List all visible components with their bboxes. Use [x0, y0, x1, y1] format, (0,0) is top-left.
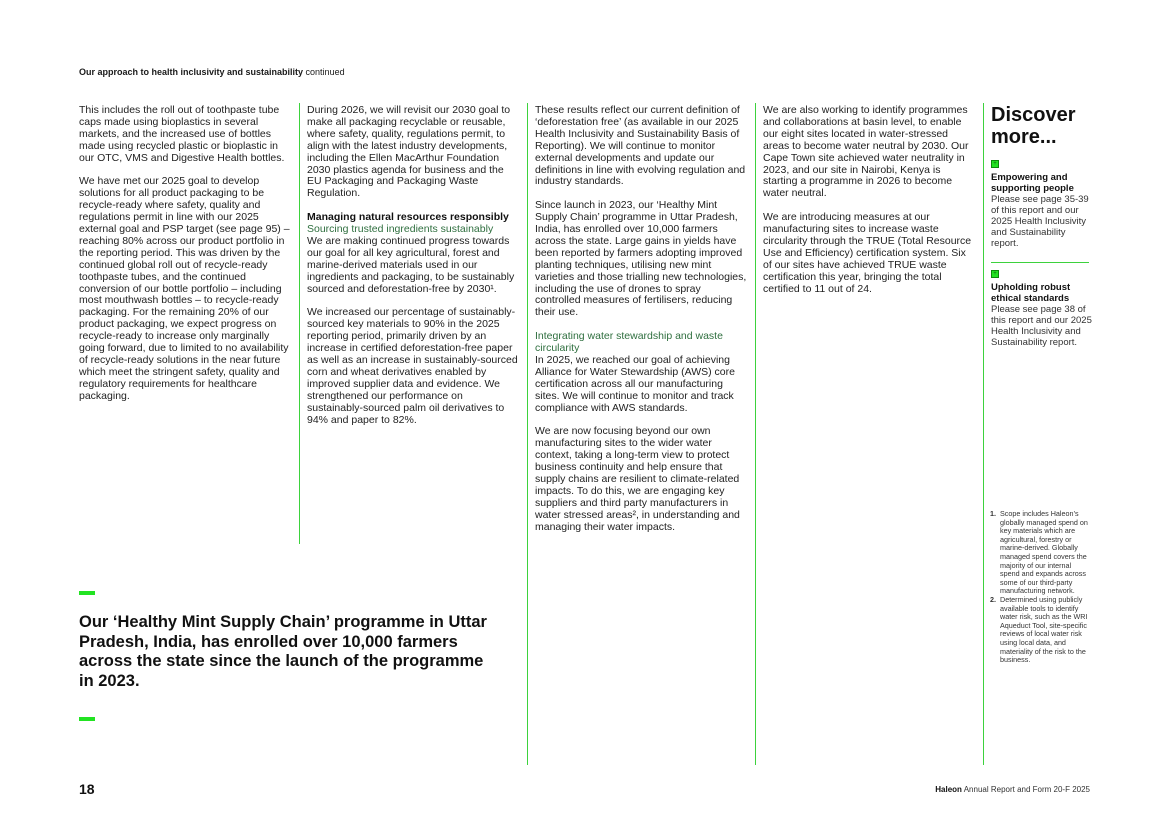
discover-item-ethical[interactable]	[991, 270, 1093, 348]
discover-item-title: Upholding robust ethical standards	[991, 282, 1071, 304]
col2-heading: Managing natural resources responsibly	[307, 211, 509, 224]
footer	[935, 785, 1090, 794]
footnote-text: Scope includes Haleon’s globally managed spend on key materials which are agricultural, forestry or marine-derived. Globally managed spend covers the majority of our internal spend and expands across some of our third-party manufacturing network.	[1000, 509, 1088, 596]
plus-icon: +	[991, 160, 999, 168]
column-3	[535, 105, 749, 545]
quote-bar-top	[79, 591, 95, 595]
column-divider-3	[755, 103, 756, 765]
footnote-2	[990, 596, 1092, 665]
column-divider-2	[527, 103, 528, 765]
plus-icon: +	[991, 270, 999, 278]
footnotes	[990, 510, 1092, 665]
column-2	[307, 105, 521, 438]
col3-paragraph-2: Since launch in 2023, our ‘Healthy Mint Supply Chain’ programme in Uttar Pradesh, India, has enrolled over 10,000 farmers across the state. Large gains in yields have been reported by farmers adopting improved planting techniques, utilising new mint varieties and those trialling new technologies, including the use of drones to spray controlled measures of fertilisers, reducing their use.	[535, 199, 747, 319]
page-number: 18	[79, 781, 95, 797]
col3-paragraph-3: In 2025, we reached our goal of achieving Alliance for Water Stewardship (AWS) core certification across all our manufacturing sites. We will continue to monitor and track compliance with AWS standards.	[535, 354, 735, 414]
discover-item-title: Empowering and supporting people	[991, 172, 1074, 194]
footnote-text: Determined using publicly available tools to identify water risk, such as the WRI Aqueduct Tool, site-specific reviews of local water risk using local data, and materiality of the risk to the business.	[1000, 594, 1088, 665]
continued-label: continued	[303, 67, 345, 77]
col2-paragraph-2: We are making continued progress towards our goal for all key agricultural, forest and marine-derived materials used in our ingredients and packaging, to be sustainably sourced and deforestation-free by 2030¹.	[307, 234, 515, 295]
discover-item-empowering[interactable]	[991, 160, 1093, 249]
footnote-number: 1.	[990, 509, 996, 518]
col1-paragraph-2: We have met our 2025 goal to develop solutions for all product packaging to be recycle-ready where safety, quality and regulations permit in line with our 2025 external goal and PSP target (see page 95) – reaching 80% across our product portfolio in the reporting period. This was driven by the continued global roll out of recycle-ready toothpaste tubes, and the continued conversion of our bottle portfolio – including most mouthwash bottles – to recycle-ready packaging. For the remaining 20% of our product packaging, we expect progress on recycle-ready to increase only marginally going forward, due to limited to no availability of recycle-ready solutions in the near future which meet the stringent safety, quality and regulatory requirements for healthcare packaging.	[79, 175, 290, 402]
col3-paragraph-1: These results reflect our current definition of ‘deforestation free’ (as available in our 2025 Health Inclusivity and Sustainability Basis of Reporting). We will continue to monitor external developments and update our definitions in line with evolving regulation and industry standards.	[535, 104, 746, 188]
column-divider-4	[983, 103, 984, 765]
footer-doc-title: Annual Report and Form 20-F 2025	[961, 785, 1090, 794]
section-title: Our approach to health inclusivity and sustainability	[79, 67, 304, 77]
col2-paragraph-1: During 2026, we will revisit our 2030 goal to make all packaging recyclable or reusable, where safety, quality, regulations permit, to align with the latest industry developments, including the Ellen MacArthur Foundation 2030 plastics agenda for business and the EU Packaging and Packaging Waste Regulation.	[307, 104, 511, 200]
discover-item-desc: Please see page 35-39 of this report and our 2025 Health Inclusivity and Sustainability report.	[991, 194, 1089, 249]
quote-bar-bottom	[79, 717, 95, 721]
column-1	[79, 105, 293, 415]
col2-subheading: Sourcing trusted ingredients sustainably	[307, 223, 494, 236]
discover-item-desc: Please see page 38 of this report and our 2025 Health Inclusivity and Sustainability report.	[991, 304, 1092, 348]
section-header	[79, 67, 345, 77]
discover-more-title: Discover more...	[991, 104, 1076, 148]
footnote-number: 2.	[990, 594, 996, 604]
col4-paragraph-2: We are introducing measures at our manufacturing sites to increase waste circularity through the TRUE (Total Resource Use and Efficiency) certification system. Six of our sites have achieved TRUE waste certification this year, bringing the total certified to 11 out of 24.	[763, 211, 972, 295]
column-divider-1	[299, 103, 300, 544]
footer-brand: Haleon	[935, 785, 962, 794]
discover-divider	[991, 262, 1089, 263]
col2-paragraph-3: We increased our percentage of sustainably-sourced key materials to 90% in the 2025 reporting period, primarily driven by an increase in certified deforestation-free paper as well as an increase in sustainably-sourced corn and wheat derivatives enabled by improved supplier data and evidence. We strengthened our performance on sustainably-sourced palm oil derivatives to 94% and paper to 82%.	[307, 306, 518, 426]
col3-paragraph-4: We are now focusing beyond our own manufacturing sites to the wider water context, taking a long-term view to protect business continuity and help ensure that supply chains are resilient to climate-related impacts. To do this, we are engaging key suppliers and third party manufacturers in water stressed areas², in understanding and managing their water impacts.	[535, 425, 740, 533]
pull-quote: Our ‘Healthy Mint Supply Chain’ programme in Uttar Pradesh, India, has enrolled over 10,000 farmers across the state since the launch of the programme in 2023.	[79, 613, 487, 690]
col4-paragraph-1: We are also working to identify programmes and collaborations at basin level, to enable our eight sites located in water-stressed areas to become water neutral by 2030. Our Cape Town site achieved water neutrality in 2023, and our site in Nairobi, Kenya is starting a programme in 2026 to become water neutral.	[763, 104, 969, 200]
col1-paragraph-1: This includes the roll out of toothpaste tube caps made using bioplastics in several markets, and the increased use of bottles made using recycled plastic or bioplastic in our OTC, VMS and Digestive Health bottles.	[79, 104, 285, 164]
column-4	[763, 105, 977, 307]
col3-subheading: Integrating water stewardship and waste circularity	[535, 330, 723, 355]
footnote-1	[990, 510, 1092, 596]
